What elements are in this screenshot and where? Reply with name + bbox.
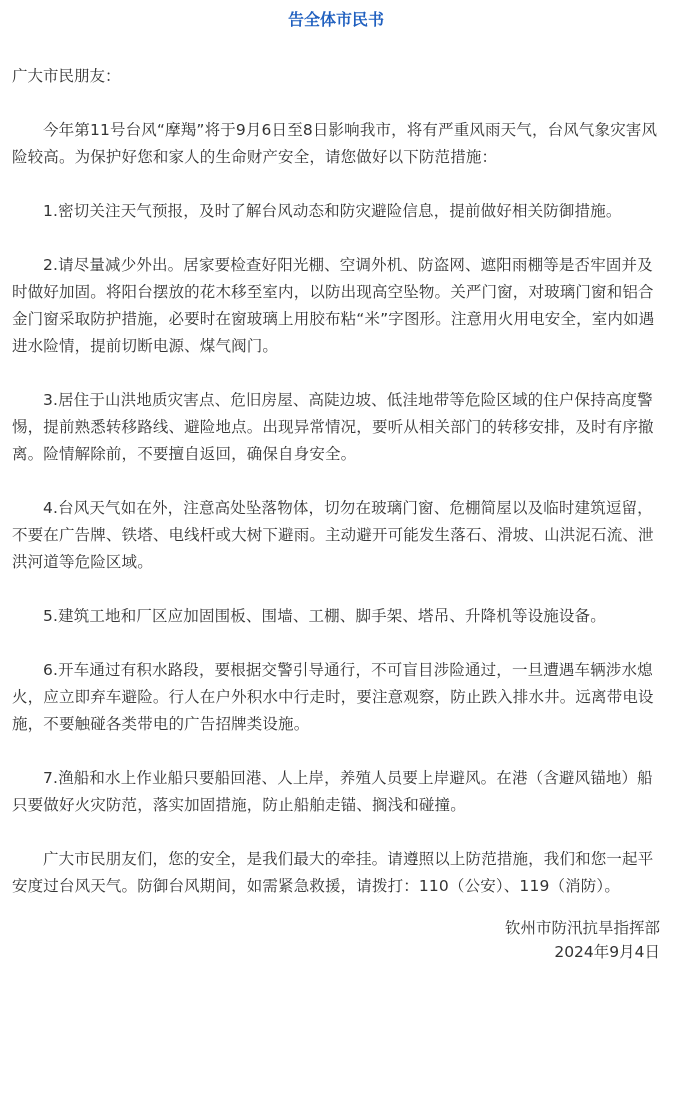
signature-block bbox=[12, 916, 660, 964]
signature-date: 2024年9月4日 bbox=[554, 943, 660, 961]
spacer bbox=[12, 630, 660, 657]
closing-paragraph: 广大市民朋友们，您的安全，是我们最大的牵挂。请遵照以上防范措施，我们和您一起平安度过台风天气。防御台风期间，如需紧急救援，请拨打：110（公安）、119（消防）。 bbox=[12, 850, 654, 895]
measure-5: 5.建筑工地和厂区应加固围板、围墙、工棚、脚手架、塔吊、升降机等设施设备。 bbox=[43, 607, 606, 625]
measure-2: 2.请尽量减少外出。居家要检查好阳光棚、空调外机、防盗网、遮阳雨棚等是否牢固并及时做好加固。将阳台摆放的花木移至室内，以防出现高空坠物。关严门窗，对玻璃门窗和铝合金门窗采取防护措施，必要时在窗玻璃上用胶布粘“米”字图形。注意用火用电安全，室内如遇进水险情，提前切断电源、煤气阀门。 bbox=[12, 256, 655, 355]
intro-paragraph: 今年第11号台风“摩羯”将于9月6日至8日影响我市，将有严重风雨天气，台风气象灾害风险较高。为保护好您和家人的生命财产安全，请您做好以下防范措施： bbox=[12, 121, 658, 166]
spacer bbox=[12, 90, 660, 117]
spacer bbox=[12, 360, 660, 387]
spacer bbox=[12, 576, 660, 603]
measure-3: 3.居住于山洪地质灾害点、危旧房屋、高陡边坡、低洼地带等危险区域的住户保持高度警惕，提前熟悉转移路线、避险地点。出现异常情况，要听从相关部门的转移安排，及时有序撤离。险情解除前，不要擅自返回，确保自身安全。 bbox=[12, 391, 654, 463]
measure-4: 4.台风天气如在外，注意高处坠落物体，切勿在玻璃门窗、危棚简屋以及临时建筑逗留，不要在广告牌、铁塔、电线杆或大树下避雨。主动避开可能发生落石、滑坡、山洪泥石流、泄洪河道等危险区域。 bbox=[12, 499, 654, 571]
measure-7: 7.渔船和水上作业船只要船回港、人上岸，养殖人员要上岸避风。在港（含避风锚地）船只要做好火灾防范，落实加固措施，防止船舶走锚、搁浅和碰撞。 bbox=[12, 769, 653, 814]
measure-6: 6.开车通过有积水路段，要根据交警引导通行，不可盲目涉险通过，一旦遭遇车辆涉水熄火，应立即弃车避险。行人在户外积水中行走时，要注意观察，防止跌入排水井。远离带电设施，不要触碰各类带电的广告招牌类设施。 bbox=[12, 661, 654, 733]
spacer bbox=[12, 225, 660, 252]
spacer bbox=[12, 171, 660, 198]
page-title: 告全体市民书 bbox=[287, 10, 384, 29]
signature-org: 钦州市防汛抗旱指挥部 bbox=[504, 919, 660, 937]
spacer bbox=[12, 738, 660, 765]
greeting: 广大市民朋友： bbox=[12, 67, 121, 85]
measure-1: 1.密切关注天气预报，及时了解台风动态和防灾避险信息，提前做好相关防御措施。 bbox=[43, 202, 622, 220]
spacer bbox=[12, 819, 660, 846]
spacer bbox=[12, 468, 660, 495]
